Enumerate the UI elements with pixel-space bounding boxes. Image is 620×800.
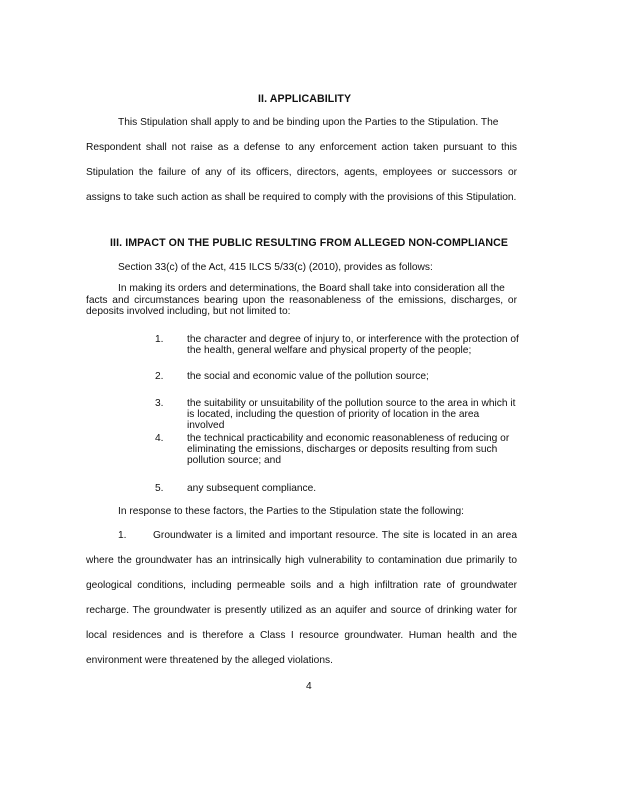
factor-text (187, 334, 527, 356)
response-intro: In response to these factors, the Parties to the Stipulation state the following: (118, 506, 465, 517)
factor-number: 1. (155, 334, 164, 345)
factor-text (187, 371, 527, 382)
statute-quote-line: facts and circumstances bearing upon the reasonableness of the emissions, discharges, or (86, 294, 517, 306)
section-ii-line: Stipulation the failure of any of its officers, directors, agents, employees or successors or (86, 167, 517, 178)
section-ii-line: assigns to take such action as shall be required to comply with the provisions of this Stipulation. (86, 192, 517, 203)
factor-number: 3. (155, 398, 164, 409)
section-iii-intro: Section 33(c) of the Act, 415 ILCS 5/33(c) (2010), provides as follows: (118, 262, 433, 273)
factor-text-line: involved (187, 420, 225, 431)
factor-text-line: pollution source; and (187, 455, 282, 466)
section-iii-heading: III. IMPACT ON THE PUBLIC RESULTING FROM ALLEGED NON-COMPLIANCE (110, 237, 509, 249)
paragraph-line: where the groundwater has an intrinsically high vulnerability to contamination due primarily to (86, 555, 517, 566)
factor-text-line: the character and degree of injury to, or interference with the protection of (187, 334, 519, 345)
statute-quote-line: deposits involved including, but not limited to: (86, 306, 291, 317)
paragraph-line: local residences and is therefore a Class I resource groundwater. Human health and the (86, 630, 517, 641)
paragraph-line: recharge. The groundwater is presently utilized as an aquifer and source of drinking water for (86, 605, 517, 616)
factor-text-line: any subsequent compliance. (187, 483, 317, 494)
factor-text-line: eliminating the emissions, discharges or deposits resulting from such (187, 444, 498, 455)
factor-text-line: the technical practicability and economic reasonableness of reducing or (187, 433, 510, 444)
paragraph-line: Groundwater is a limited and important resource. The site is located in an area (153, 530, 517, 541)
factor-number: 2. (155, 371, 164, 382)
factor-text-line: is located, including the question of priority of location in the area (187, 409, 480, 420)
factor-number: 5. (155, 483, 164, 494)
factor-number: 4. (155, 433, 164, 444)
paragraph-number: 1. (118, 530, 127, 541)
paragraph-line: environment were threatened by the alleged violations. (86, 655, 333, 666)
factor-text (187, 433, 527, 466)
factor-text (187, 398, 527, 431)
factor-text-line: the suitability or unsuitability of the pollution source to the area in which it (187, 398, 516, 409)
page-number: 4 (306, 681, 312, 692)
section-ii-line: This Stipulation shall apply to and be binding upon the Parties to the Stipulation. The (118, 117, 499, 128)
paragraph-line: geological conditions, including permeable soils and a high infiltration rate of groundwater (86, 580, 517, 591)
factor-text-line: the social and economic value of the pollution source; (187, 371, 429, 382)
factor-text-line: the health, general welfare and physical property of the people; (187, 345, 472, 356)
statute-quote-line: In making its orders and determinations, the Board shall take into consideration all the (118, 283, 505, 294)
section-ii-line: Respondent shall not raise as a defense to any enforcement action taken pursuant to this (86, 142, 517, 153)
factor-text (187, 483, 527, 494)
section-ii-heading: II. APPLICABILITY (258, 93, 352, 105)
